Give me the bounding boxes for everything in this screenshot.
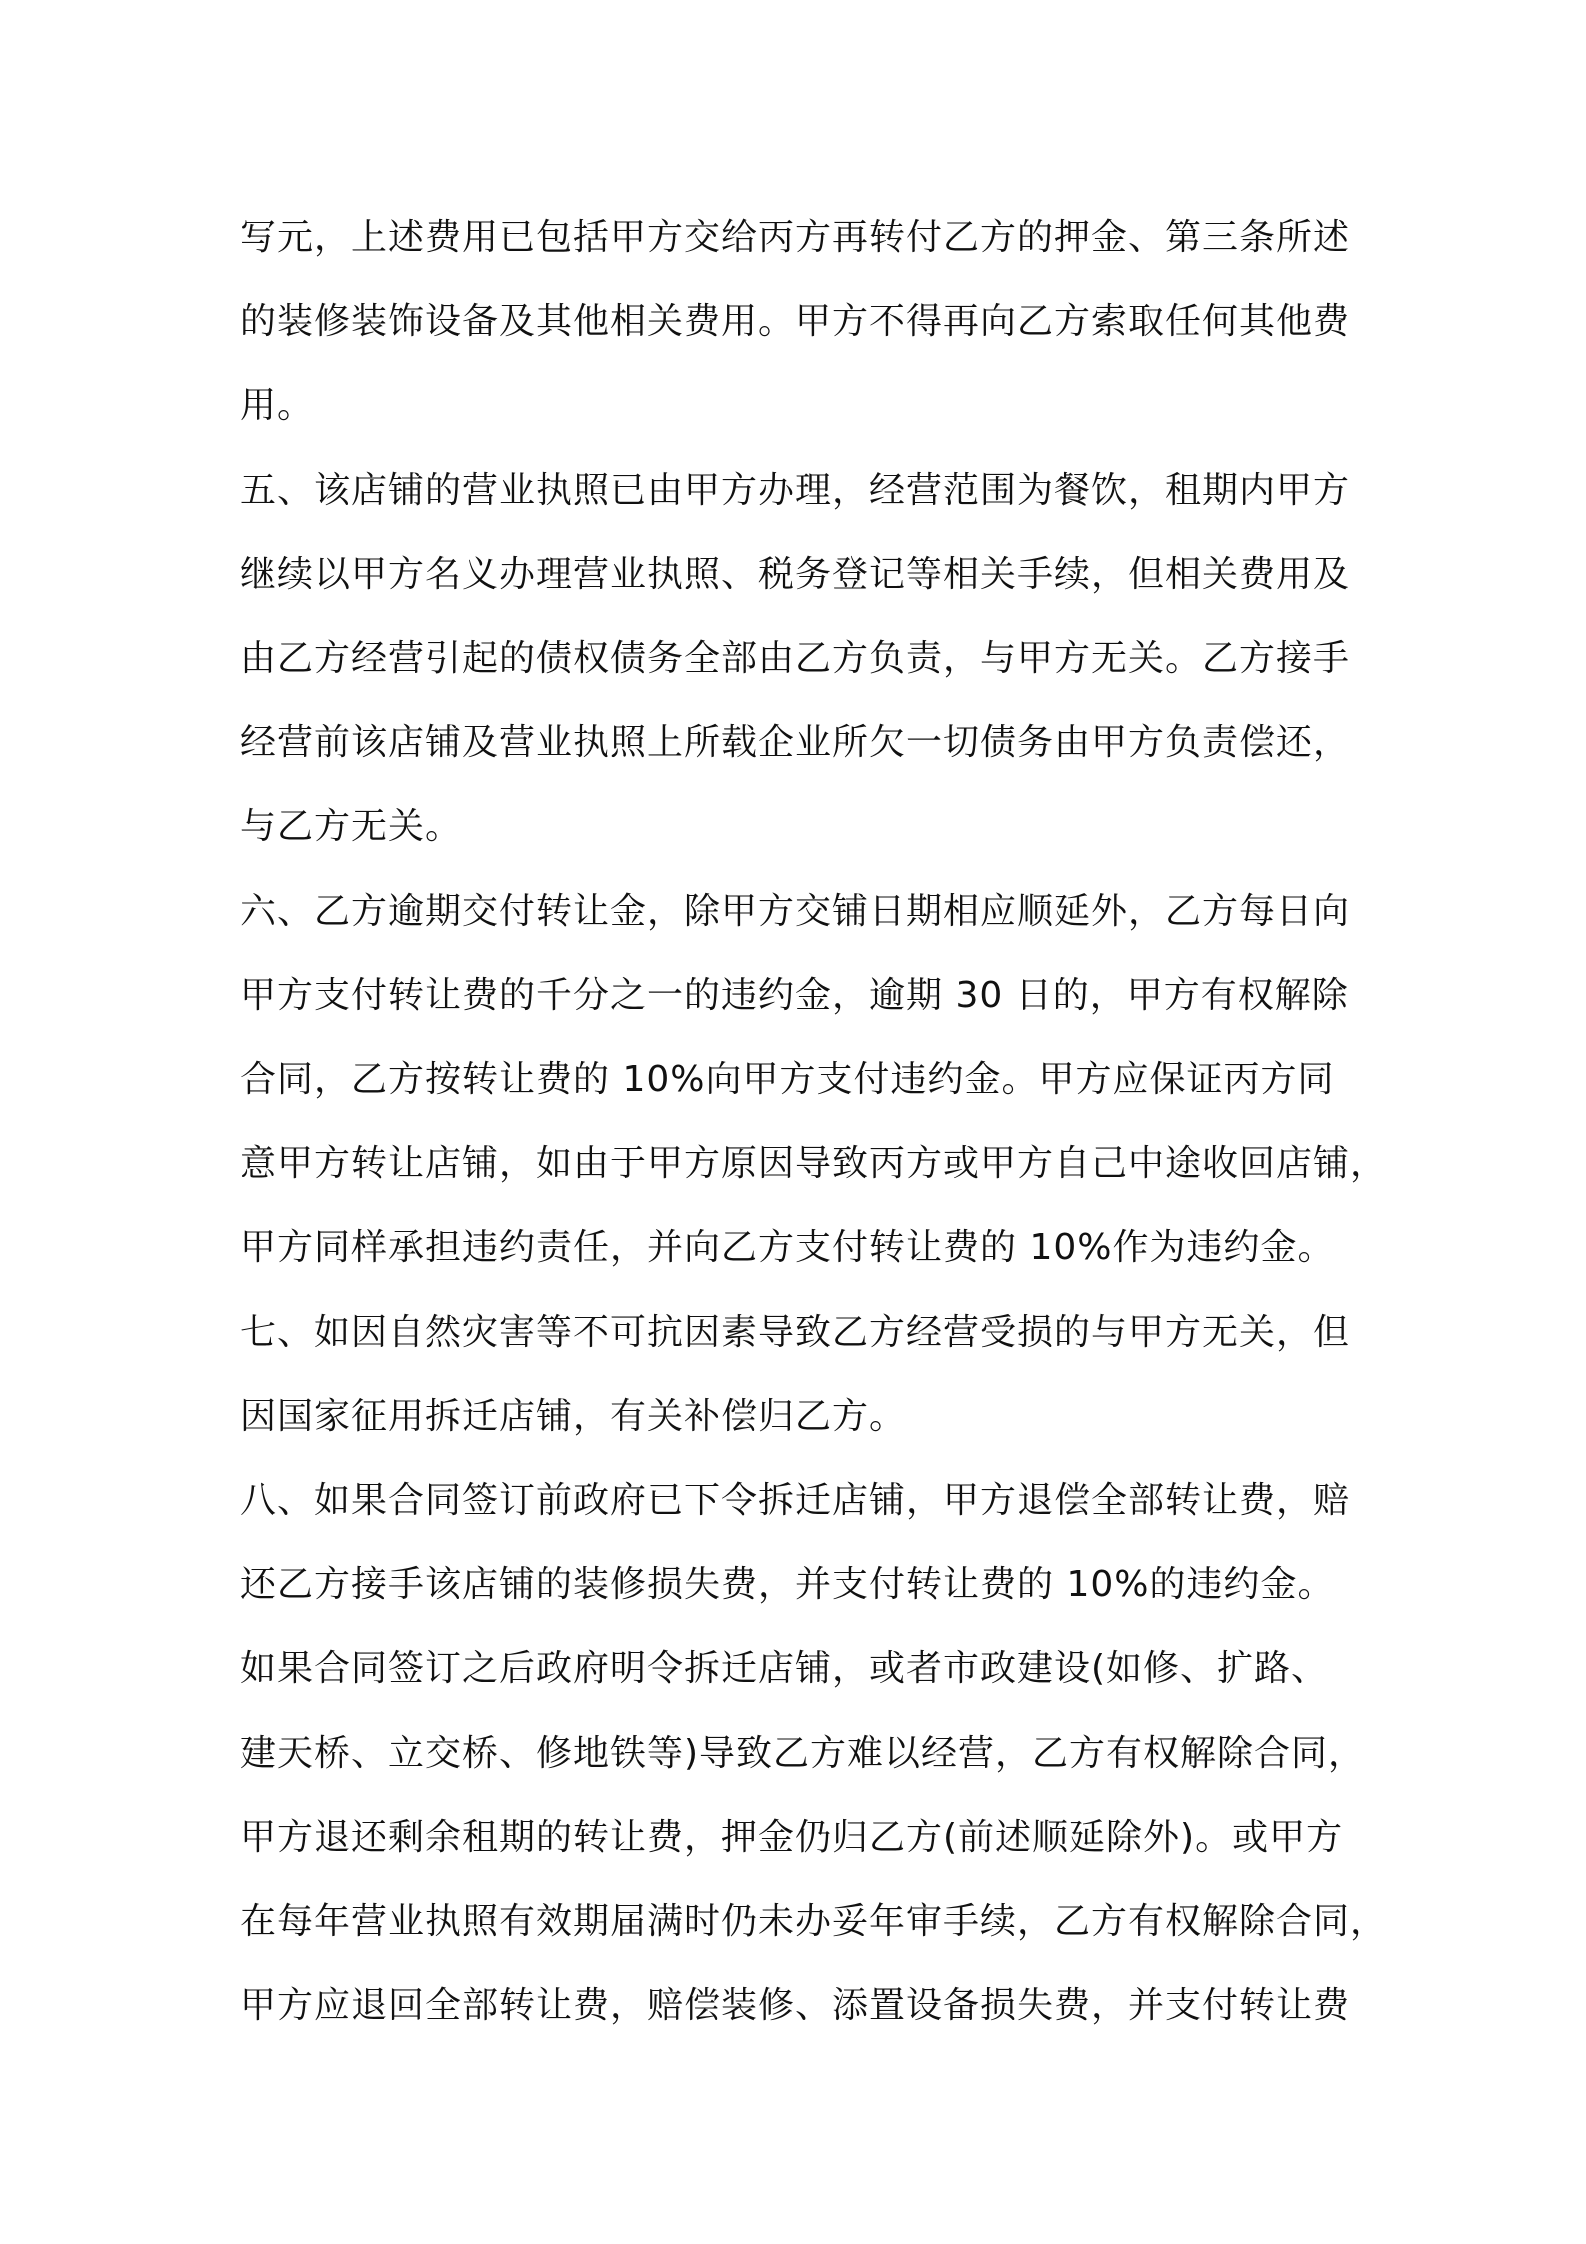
text-line: 经营前该店铺及营业执照上所载企业所欠一切债务由甲方负责偿还， xyxy=(240,722,1351,764)
text-line: 与乙方无关。 xyxy=(240,806,463,848)
paragraph-fee-clause-continued xyxy=(240,196,1360,449)
text-line: 甲方支付转让费的千分之一的违约金，逾期 30 日的，甲方有权解除 xyxy=(240,974,1349,1016)
text-line: 继续以甲方名义办理营业执照、税务登记等相关手续，但相关费用及 xyxy=(240,553,1351,595)
text-line: 因国家征用拆迁店铺，有关补偿归乙方。 xyxy=(240,1395,907,1437)
paragraph-clause-5 xyxy=(240,449,1360,870)
text-line: 如果合同签订之后政府明令拆迁店铺，或者市政建设(如修、扩路、 xyxy=(240,1648,1329,1690)
text-line: 合同，乙方按转让费的 10%向甲方支付违约金。甲方应保证丙方同 xyxy=(240,1059,1335,1101)
text-line: 五、该店铺的营业执照已由甲方办理，经营范围为餐饮，租期内甲方 xyxy=(240,469,1351,511)
text-line: 由乙方经营引起的债权债务全部由乙方负责，与甲方无关。乙方接手 xyxy=(240,638,1351,680)
paragraph-clause-7 xyxy=(240,1291,1360,1459)
text-line: 还乙方接手该店铺的装修损失费，并支付转让费的 10%的违约金。 xyxy=(240,1564,1335,1606)
text-line: 的装修装饰设备及其他相关费用。甲方不得再向乙方索取任何其他费 xyxy=(240,301,1351,343)
text-line: 六、乙方逾期交付转让金，除甲方交铺日期相应顺延外，乙方每日向 xyxy=(240,890,1351,932)
text-line: 写元，上述费用已包括甲方交给丙方再转付乙方的押金、第三条所述 xyxy=(240,217,1351,258)
text-line: 甲方同样承担违约责任，并向乙方支付转让费的 10%作为违约金。 xyxy=(240,1227,1335,1269)
document-body xyxy=(240,196,1388,2048)
paragraph-clause-8 xyxy=(240,1459,1388,2048)
text-line: 意甲方转让店铺，如由于甲方原因导致丙方或甲方自己中途收回店铺， xyxy=(240,1143,1388,1185)
text-line: 甲方退还剩余租期的转让费，押金仍归乙方(前述顺延除外)。或甲方 xyxy=(240,1816,1344,1858)
text-line: 在每年营业执照有效期届满时仍未办妥年审手续，乙方有权解除合同， xyxy=(240,1901,1388,1943)
text-line: 用。 xyxy=(240,385,315,427)
text-line: 七、如因自然灾害等不可抗因素导致乙方经营受损的与甲方无关，但 xyxy=(240,1311,1351,1353)
text-line: 建天桥、立交桥、修地铁等)导致乙方难以经营，乙方有权解除合同， xyxy=(240,1732,1366,1774)
text-line: 八、如果合同签订前政府已下令拆迁店铺，甲方退偿全部转让费，赔 xyxy=(240,1480,1351,1522)
text-line: 甲方应退回全部转让费，赔偿装修、添置设备损失费，并支付转让费 xyxy=(240,1985,1351,2027)
paragraph-clause-6 xyxy=(240,870,1388,1291)
